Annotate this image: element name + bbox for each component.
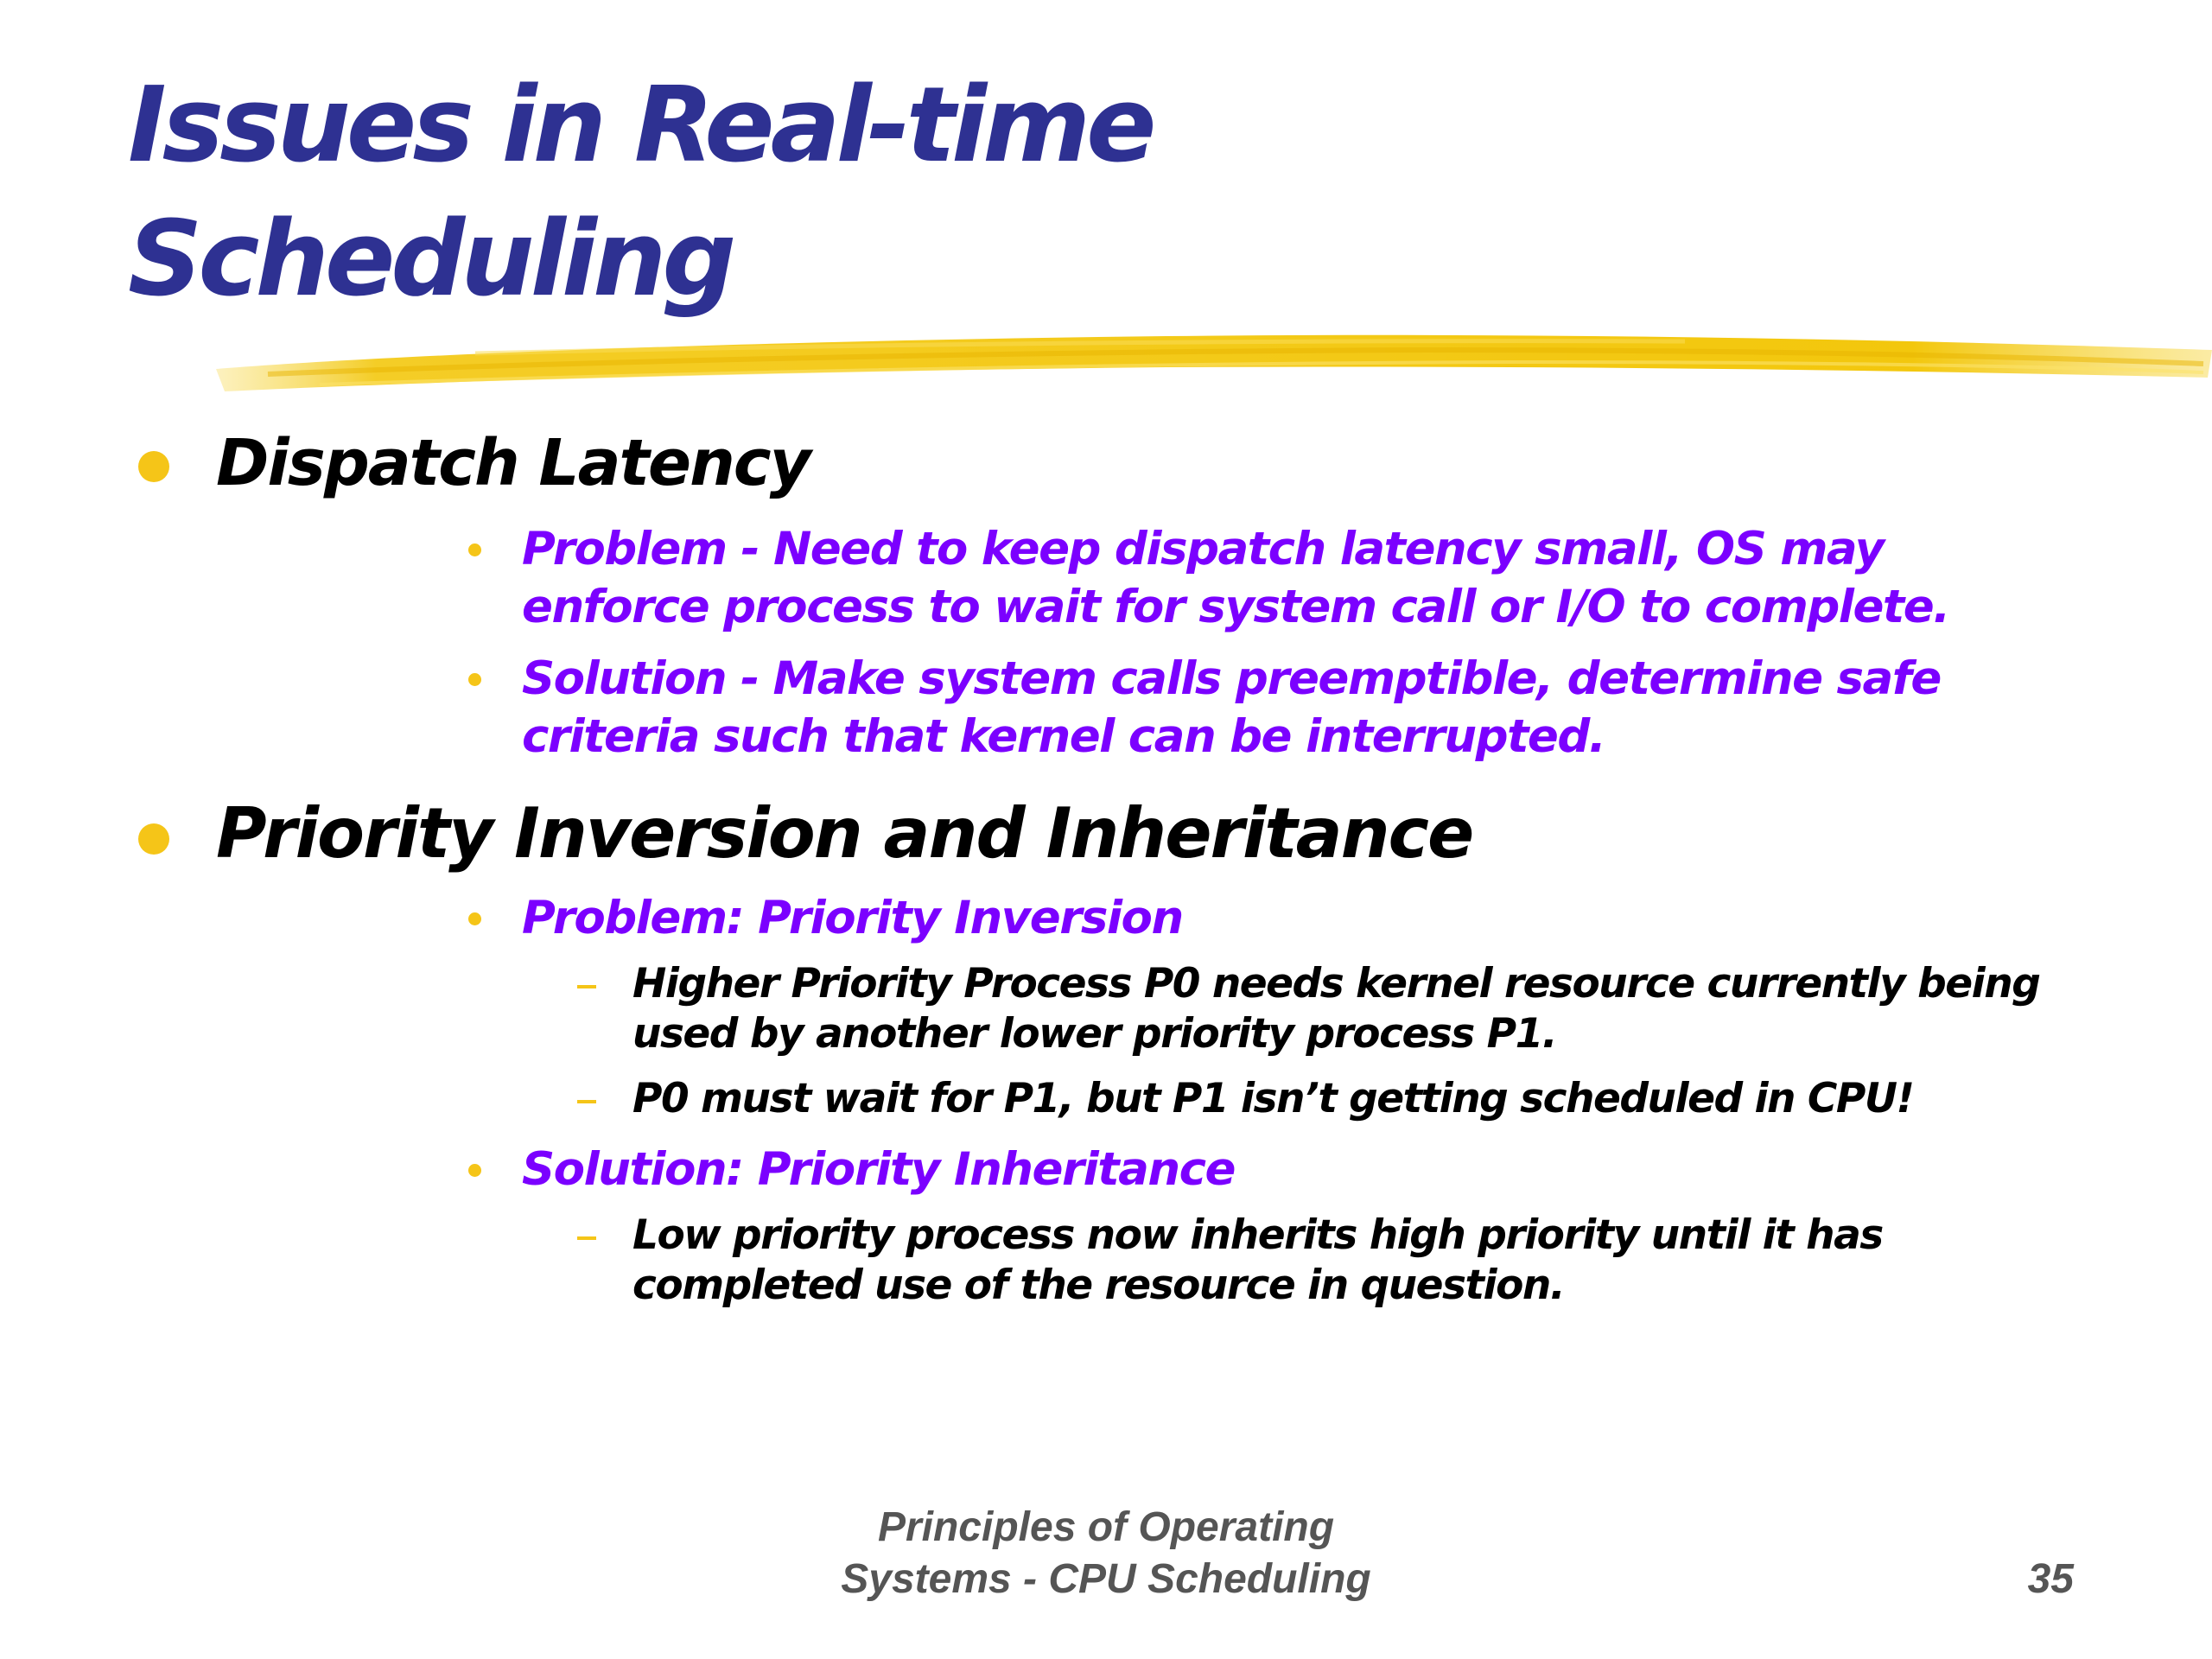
- dispatch-solution-line-2: criteria such that kernel can be interrupted.: [522, 710, 1605, 763]
- slide-title-line-1: Issues in Real-time: [128, 66, 1153, 186]
- dispatch-problem-line-2: enforce process to wait for system call or I/O to complete.: [522, 581, 1949, 633]
- sub-bullet-dot-icon: [468, 912, 481, 925]
- section-heading-dispatch-latency: Dispatch Latency: [216, 426, 810, 500]
- slide-title-line-2: Scheduling: [128, 200, 733, 320]
- dash-bullet-icon: [577, 1236, 596, 1240]
- dash-bullet-icon: [577, 1100, 596, 1103]
- priority-solution-detail-1: [632, 1211, 2153, 1311]
- sub-bullet-dot-icon: [468, 1164, 481, 1177]
- dash-bullet-icon: [577, 985, 596, 988]
- priority-problem-detail-1-line-1: Higher Priority Process P0 needs kernel resource currently being: [632, 960, 2040, 1007]
- priority-problem-item: Problem: Priority Inversion: [522, 892, 1183, 944]
- priority-solution-detail-1-line-1: Low priority process now inherits high priority until it has: [632, 1211, 1883, 1259]
- footer-line-2: Systems - CPU Scheduling: [841, 1556, 1371, 1602]
- bullet-dot-icon: [138, 823, 169, 855]
- section-heading-priority-inversion: Priority Inversion and Inheritance: [216, 793, 1473, 874]
- priority-problem-detail-1: [632, 959, 2153, 1059]
- priority-problem-detail-1-line-2: used by another lower priority process P1.: [632, 1010, 1557, 1058]
- footer-line-1: Principles of Operating: [877, 1504, 1335, 1550]
- page-number: 35: [2027, 1556, 2074, 1602]
- sub-bullet-dot-icon: [468, 673, 481, 686]
- footer-course-title: [760, 1502, 1452, 1605]
- dispatch-problem-line-1: Problem - Need to keep dispatch latency small, OS may: [522, 523, 1884, 575]
- priority-solution-detail-1-line-2: completed use of the resource in question.: [632, 1262, 1565, 1309]
- priority-solution-item: Solution: Priority Inheritance: [522, 1143, 1235, 1196]
- dispatch-solution-item: [522, 650, 2129, 766]
- sub-bullet-dot-icon: [468, 543, 481, 556]
- dispatch-problem-item: [522, 520, 2129, 636]
- priority-problem-detail-2: P0 must wait for P1, but P1 isn’t getting scheduled in CPU!: [632, 1075, 1914, 1122]
- bullet-dot-icon: [138, 451, 169, 482]
- dispatch-solution-line-1: Solution - Make system calls preemptible, determine safe: [522, 652, 1941, 705]
